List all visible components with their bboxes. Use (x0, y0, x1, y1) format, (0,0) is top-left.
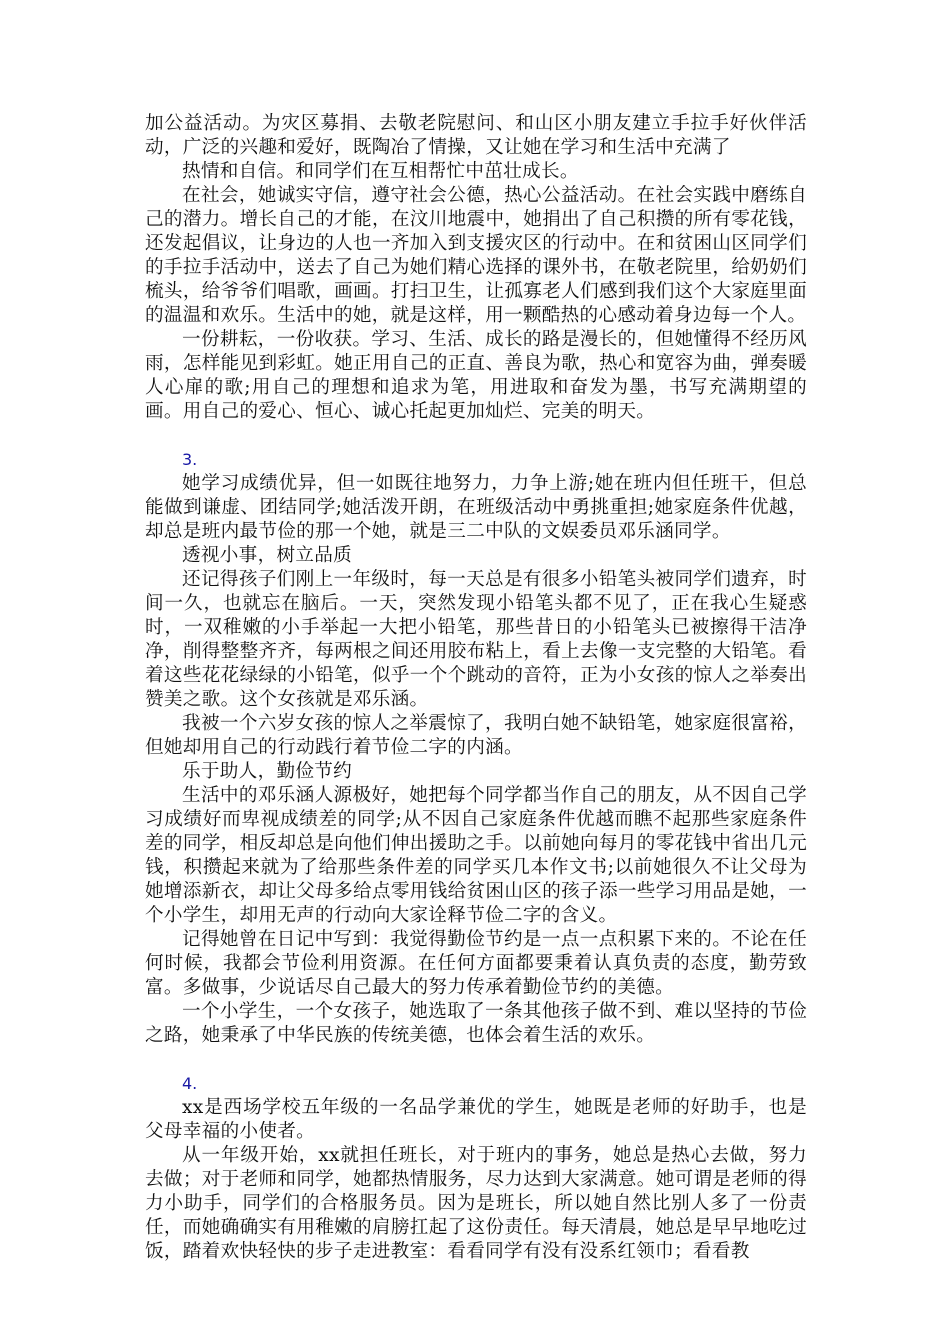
paragraph: 生活中的邓乐涵人源极好，她把每个同学都当作自己的朋友，从不因自己学习成绩好而卑视成绩差的同学;从不因自己家庭条件优越而瞧不起那些家庭条件差的同学，相反却总是向他们伸出援助之手。以前她向每月的零花钱中省出几元钱，积攒起来就为了给那些条件差的同学买几本作文书;以前她很久不让父母为她增添新衣，却让父母多给点零用钱给贫困山区的孩子添一些学习用品是她，一个小学生，却用无声的行动向大家诠释节俭二字的含义。 (145, 785, 807, 926)
paragraph: 记得她曾在日记中写到：我觉得勤俭节约是一点一点积累下来的。不论在任何时候，我都会节俭利用资源。在任何方面都要秉着认真负责的态度，勤劳致富。多做事，少说话尽自己最大的努力传承着勤俭节约的美德。 (145, 929, 807, 998)
paragraph: 她学习成绩优异，但一如既往地努力，力争上游;她在班内但任班干，但总能做到谦虚、团结同学;她活泼开朗，在班级活动中勇挑重担;她家庭条件优越，却总是班内最节俭的那一个她，就是三二中队的文娱委员邓乐涵同学。 (145, 473, 807, 542)
paragraph: 我被一个六岁女孩的惊人之举震惊了，我明白她不缺铅笔，她家庭很富裕，但她却用自己的行动践行着节俭二字的内涵。 (145, 713, 807, 758)
paragraph: 一份耕耘，一份收获。学习、生活、成长的路是漫长的，但她懂得不经历风雨，怎样能见到彩虹。她正用自己的正直、善良为歌，热心和宽容为曲，弹奏暖人心扉的歌;用自己的理想和追求为笔，用进取和奋发为墨，书写充满期望的画。用自己的爱心、恒心、诚心托起更加灿烂、完美的明天。 (145, 329, 807, 422)
section-number: 3. (182, 450, 198, 469)
paragraph: 加公益活动。为灾区募捐、去敬老院慰问、和山区小朋友建立手拉手好伙伴活动，广泛的兴趣和爱好，既陶冶了情操，又让她在学习和生活中充满了 (145, 113, 807, 158)
section-4 (145, 1072, 807, 1264)
document-page (145, 112, 807, 1264)
paragraph: 热情和自信。和同学们在互相帮忙中茁壮成长。 (182, 161, 579, 182)
paragraph: 从一年级开始，xx就担任班长，对于班内的事务，她总是热心去做，努力去做；对于老师和同学，她都热情服务，尽力达到大家满意。她可谓是老师的得力小助手，同学们的合格服务员。因为是班长，所以她自然比别人多了一份责任，而她确确实有用稚嫩的肩膀扛起了这份责任。每天清晨，她总是早早地吃过饭，踏着欢快轻快的步子走进教室：看看同学有没有没系红领巾；看看教 (145, 1145, 807, 1262)
section-spacer (145, 1048, 807, 1072)
paragraph: 一个小学生，一个女孩子，她选取了一条其他孩子做不到、难以坚持的节俭之路，她秉承了中华民族的传统美德，也体会着生活的欢乐。 (145, 1001, 807, 1046)
paragraph: xx是西场学校五年级的一名品学兼优的学生，她既是老师的好助手，也是父母幸福的小使者。 (145, 1097, 807, 1142)
subheading: 乐于助人，勤俭节约 (182, 761, 353, 782)
section-3 (145, 448, 807, 1048)
section-number: 4. (182, 1074, 198, 1093)
section-intro (145, 112, 807, 424)
paragraph: 还记得孩子们刚上一年级时，每一天总是有很多小铅笔头被同学们遗弃，时间一久，也就忘在脑后。一天，突然发现小铅笔头都不见了，正在我心生疑惑时，一双稚嫩的小手举起一大把小铅笔，那些昔日的小铅笔头已被擦得干洁净净，削得整整齐齐，每两根之间还用胶布粘上，看上去像一支完整的大铅笔。看着这些花花绿绿的小铅笔，似乎一个个跳动的音符，正为小女孩的惊人之举奏出赞美之歌。这个女孩就是邓乐涵。 (145, 569, 807, 710)
paragraph: 在社会，她诚实守信，遵守社会公德，热心公益活动。在社会实践中磨练自己的潜力。增长自己的才能，在汶川地震中，她捐出了自己积攒的所有零花钱，还发起倡议，让身边的人也一齐加入到支援灾区的行动中。在和贫困山区同学们的手拉手活动中，送去了自己为她们精心选择的课外书，在敬老院里，给奶奶们梳头，给爷爷们唱歌，画画。打扫卫生，让孤寡老人们感到我们这个大家庭里面的温温和欢乐。生活中的她，就是这样，用一颗酷热的心感动着身边每一个人。 (145, 185, 807, 326)
subheading: 透视小事，树立品质 (182, 545, 353, 566)
section-spacer (145, 424, 807, 448)
